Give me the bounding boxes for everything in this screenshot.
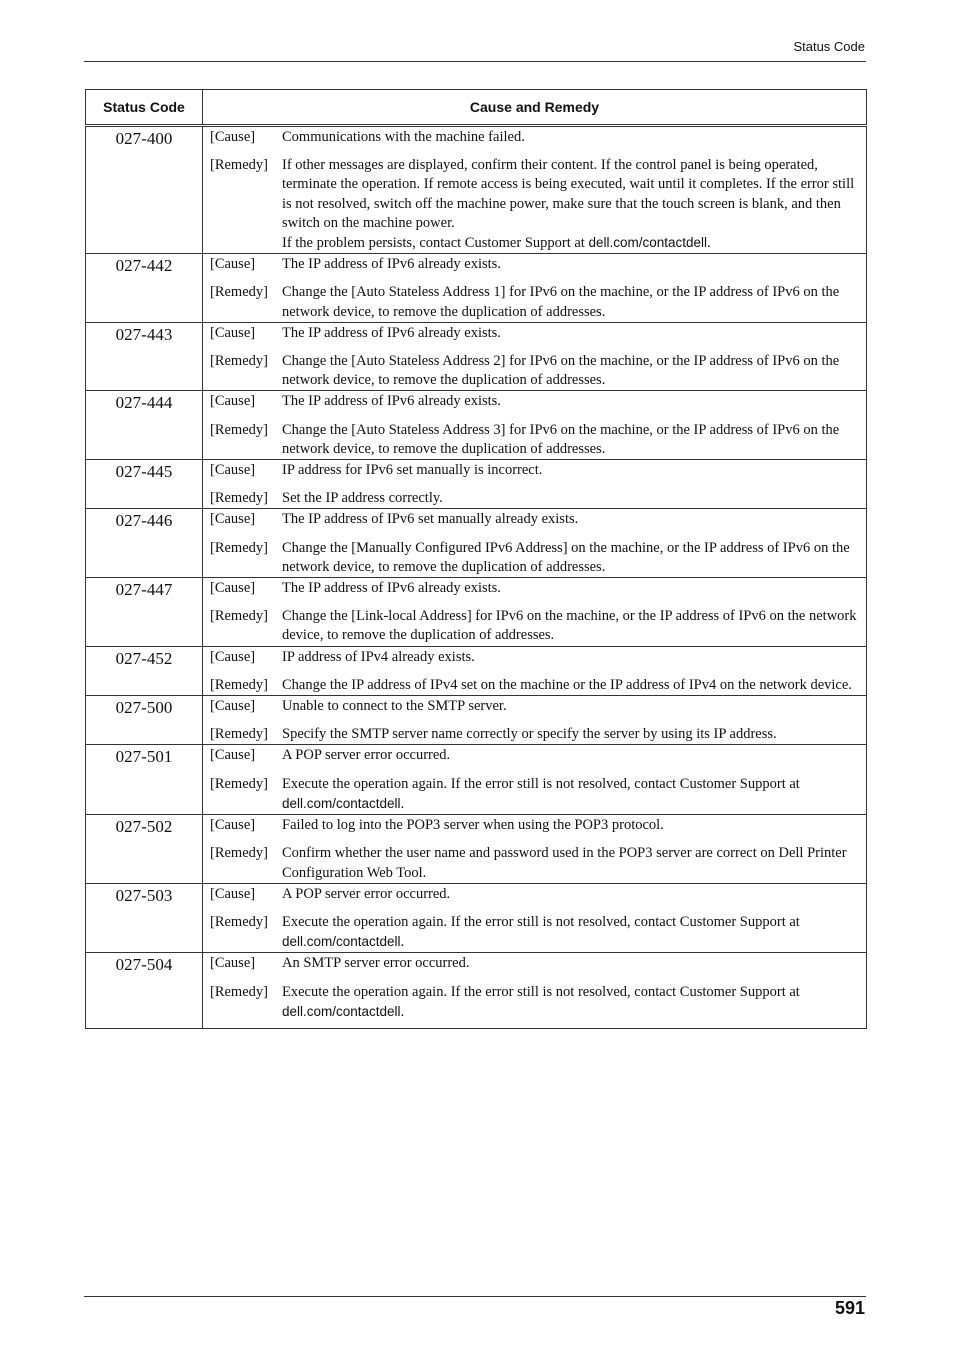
remedy-label: [Remedy] bbox=[210, 490, 268, 507]
remedy-text: Change the [Auto Stateless Address 2] for IPv6 on the machine, or the IP address of IPv6 on the network device, to remove the duplication of addresses. bbox=[282, 353, 840, 389]
remedy-label: [Remedy] bbox=[210, 284, 268, 301]
column-header-cause-and-remedy: Cause and Remedy bbox=[203, 90, 867, 126]
page-number: 591 bbox=[834, 1298, 865, 1318]
cause-line bbox=[210, 954, 858, 973]
cause-line bbox=[210, 392, 858, 411]
cause-text: Communications with the machine failed. bbox=[282, 129, 525, 145]
cause-line bbox=[210, 648, 858, 667]
table-row bbox=[86, 126, 867, 254]
cause-label: [Cause] bbox=[210, 256, 256, 273]
cause-label: [Cause] bbox=[210, 698, 256, 715]
status-code-cell: 027-452 bbox=[86, 646, 203, 695]
cause-remedy-cell bbox=[203, 254, 867, 323]
remedy-text-block bbox=[282, 421, 858, 459]
remedy-extra-text: If the problem persists, contact Customer Support at bbox=[282, 235, 589, 252]
remedy-label: [Remedy] bbox=[210, 726, 268, 743]
cause-text: Failed to log into the POP3 server when using the POP3 protocol. bbox=[282, 817, 664, 834]
remedy-text-block bbox=[282, 676, 858, 695]
remedy-text-block bbox=[282, 489, 858, 508]
table-row bbox=[86, 391, 867, 460]
status-code-cell: 027-501 bbox=[86, 745, 203, 815]
cause-text: An SMTP server error occurred. bbox=[282, 955, 470, 972]
status-code-cell: 027-503 bbox=[86, 883, 203, 953]
remedy-line bbox=[210, 539, 858, 577]
cause-remedy-cell bbox=[203, 126, 867, 254]
table-row bbox=[86, 322, 867, 391]
remedy-label: [Remedy] bbox=[210, 983, 268, 1000]
remedy-text: Change the [Link-local Address] for IPv6 on the machine, or the IP address of IPv6 on the network device, to remove the duplication of addresses. bbox=[282, 608, 857, 644]
table-row bbox=[86, 696, 867, 745]
cause-remedy-cell bbox=[203, 883, 867, 953]
cause-text: A POP server error occurred. bbox=[282, 747, 451, 764]
table-row bbox=[86, 883, 867, 953]
remedy-label: [Remedy] bbox=[210, 421, 268, 438]
status-code-cell: 027-446 bbox=[86, 509, 203, 578]
cause-line bbox=[210, 510, 858, 529]
table-row bbox=[86, 509, 867, 578]
remedy-label: [Remedy] bbox=[210, 353, 268, 370]
cause-line bbox=[210, 746, 858, 765]
table-row bbox=[86, 578, 867, 647]
remedy-line bbox=[210, 676, 858, 695]
cause-label: [Cause] bbox=[210, 817, 256, 834]
remedy-line bbox=[210, 844, 858, 882]
remedy-line bbox=[210, 352, 858, 390]
cause-remedy-cell bbox=[203, 509, 867, 578]
table-header-row bbox=[86, 90, 867, 126]
cause-remedy-cell bbox=[203, 953, 867, 1029]
cause-label: [Cause] bbox=[210, 885, 256, 902]
remedy-line bbox=[210, 156, 858, 253]
cause-remedy-cell bbox=[203, 391, 867, 460]
status-code-cell: 027-400 bbox=[86, 126, 203, 254]
cause-remedy-cell bbox=[203, 578, 867, 647]
table-row bbox=[86, 745, 867, 815]
table-row bbox=[86, 254, 867, 323]
table-row bbox=[86, 953, 867, 1029]
remedy-text: Confirm whether the user name and password used in the POP3 server are correct on Dell Printer Configuration Web Tool. bbox=[282, 845, 847, 881]
remedy-text: Execute the operation again. If the error still is not resolved, contact Customer Support at bbox=[282, 775, 800, 792]
remedy-text-block bbox=[282, 352, 858, 390]
remedy-line bbox=[210, 725, 858, 744]
cause-remedy-cell bbox=[203, 460, 867, 509]
remedy-label: [Remedy] bbox=[210, 539, 268, 556]
remedy-line bbox=[210, 283, 858, 321]
contact-link[interactable]: dell.com/contactdell bbox=[282, 1003, 401, 1019]
status-code-cell: 027-502 bbox=[86, 815, 203, 884]
remedy-text-block bbox=[282, 607, 858, 645]
cause-label: [Cause] bbox=[210, 511, 256, 528]
remedy-label: [Remedy] bbox=[210, 775, 268, 792]
contact-link[interactable]: dell.com/contactdell bbox=[282, 934, 401, 950]
cause-label: [Cause] bbox=[210, 462, 256, 479]
status-code-cell: 027-504 bbox=[86, 953, 203, 1029]
cause-line bbox=[210, 324, 858, 343]
cause-text: A POP server error occurred. bbox=[282, 885, 451, 902]
cause-remedy-cell bbox=[203, 815, 867, 884]
remedy-text-block bbox=[282, 539, 858, 577]
remedy-line bbox=[210, 607, 858, 645]
remedy-label: [Remedy] bbox=[210, 913, 268, 930]
remedy-text: Specify the SMTP server name correctly or specify the server by using its IP address. bbox=[282, 726, 777, 743]
status-code-cell: 027-447 bbox=[86, 578, 203, 647]
remedy-label: [Remedy] bbox=[210, 676, 268, 693]
link-suffix: . bbox=[400, 1003, 405, 1020]
cause-text: IP address for IPv6 set manually is incorrect. bbox=[282, 462, 543, 479]
cause-line bbox=[210, 255, 858, 274]
link-suffix: . bbox=[707, 235, 711, 252]
cause-label: [Cause] bbox=[210, 580, 256, 597]
cause-label: [Cause] bbox=[210, 955, 256, 972]
status-code-table bbox=[85, 89, 867, 1029]
link-suffix: . bbox=[400, 934, 405, 951]
cause-label: [Cause] bbox=[210, 324, 256, 341]
cause-label: [Cause] bbox=[210, 648, 256, 665]
cause-line bbox=[210, 461, 858, 480]
remedy-line bbox=[210, 775, 858, 814]
status-code-cell: 027-445 bbox=[86, 460, 203, 509]
status-code-cell: 027-443 bbox=[86, 322, 203, 391]
link-suffix: . bbox=[400, 795, 405, 812]
table-row bbox=[86, 815, 867, 884]
remedy-text: If other messages are displayed, confirm their content. If the control panel is being operated, terminate the operation. If remote access is being executed, wait until it completes. If the error still is not resolved, switch off the machine power, make sure that the touch screen is blank, and then switch on the machine power. bbox=[282, 157, 855, 231]
remedy-line bbox=[210, 913, 858, 952]
remedy-line bbox=[210, 983, 858, 1022]
table-row bbox=[86, 646, 867, 695]
remedy-text-block bbox=[282, 775, 858, 814]
remedy-text: Execute the operation again. If the error still is not resolved, contact Customer Support at bbox=[282, 983, 800, 1000]
contact-link[interactable]: dell.com/contactdell bbox=[282, 795, 401, 811]
cause-line bbox=[210, 816, 858, 835]
remedy-text-block bbox=[282, 283, 858, 321]
running-header-title: Status Code bbox=[793, 39, 865, 54]
remedy-line bbox=[210, 421, 858, 459]
cause-text: The IP address of IPv6 already exists. bbox=[282, 256, 501, 273]
remedy-label: [Remedy] bbox=[210, 608, 268, 625]
cause-text: The IP address of IPv6 already exists. bbox=[282, 580, 501, 597]
cause-line bbox=[210, 697, 858, 716]
cause-remedy-cell bbox=[203, 646, 867, 695]
table-body bbox=[86, 126, 867, 1029]
remedy-text-block bbox=[282, 983, 858, 1022]
contact-link[interactable]: dell.com/contactdell bbox=[588, 235, 708, 251]
cause-line bbox=[210, 128, 858, 147]
cause-text: The IP address of IPv6 set manually already exists. bbox=[282, 511, 579, 528]
cause-text: IP address of IPv4 already exists. bbox=[282, 648, 475, 665]
remedy-text-block bbox=[282, 913, 858, 952]
cause-text: The IP address of IPv6 already exists. bbox=[282, 324, 501, 341]
footer-rule bbox=[84, 1296, 866, 1297]
status-code-cell: 027-444 bbox=[86, 391, 203, 460]
remedy-label: [Remedy] bbox=[210, 157, 268, 174]
remedy-text: Change the IP address of IPv4 set on the machine or the IP address of IPv4 on the network device. bbox=[282, 676, 852, 693]
remedy-text: Execute the operation again. If the error still is not resolved, contact Customer Support at bbox=[282, 913, 800, 930]
remedy-text-block bbox=[282, 844, 858, 882]
cause-text: Unable to connect to the SMTP server. bbox=[282, 698, 507, 715]
cause-remedy-cell bbox=[203, 322, 867, 391]
cause-remedy-cell bbox=[203, 745, 867, 815]
cause-line bbox=[210, 579, 858, 598]
header-rule bbox=[84, 61, 866, 62]
remedy-text: Change the [Manually Configured IPv6 Address] on the machine, or the IP address of IPv6 on the network device, to remove the duplication of addresses. bbox=[282, 539, 850, 575]
status-code-cell: 027-500 bbox=[86, 696, 203, 745]
cause-text: The IP address of IPv6 already exists. bbox=[282, 393, 501, 410]
cause-remedy-cell bbox=[203, 696, 867, 745]
cause-label: [Cause] bbox=[210, 747, 256, 764]
remedy-label: [Remedy] bbox=[210, 845, 268, 862]
cause-line bbox=[210, 885, 858, 904]
remedy-text-block bbox=[282, 725, 858, 744]
table-row bbox=[86, 460, 867, 509]
remedy-text-block bbox=[282, 156, 858, 253]
remedy-line bbox=[210, 489, 858, 508]
status-code-cell: 027-442 bbox=[86, 254, 203, 323]
remedy-text: Set the IP address correctly. bbox=[282, 490, 443, 507]
remedy-text: Change the [Auto Stateless Address 3] for IPv6 on the machine, or the IP address of IPv6 on the network device, to remove the duplication of addresses. bbox=[282, 421, 840, 457]
column-header-status-code: Status Code bbox=[86, 90, 203, 126]
cause-label: [Cause] bbox=[210, 393, 256, 410]
remedy-text: Change the [Auto Stateless Address 1] for IPv6 on the machine, or the IP address of IPv6 on the network device, to remove the duplication of addresses. bbox=[282, 284, 840, 320]
cause-label: [Cause] bbox=[210, 129, 256, 145]
